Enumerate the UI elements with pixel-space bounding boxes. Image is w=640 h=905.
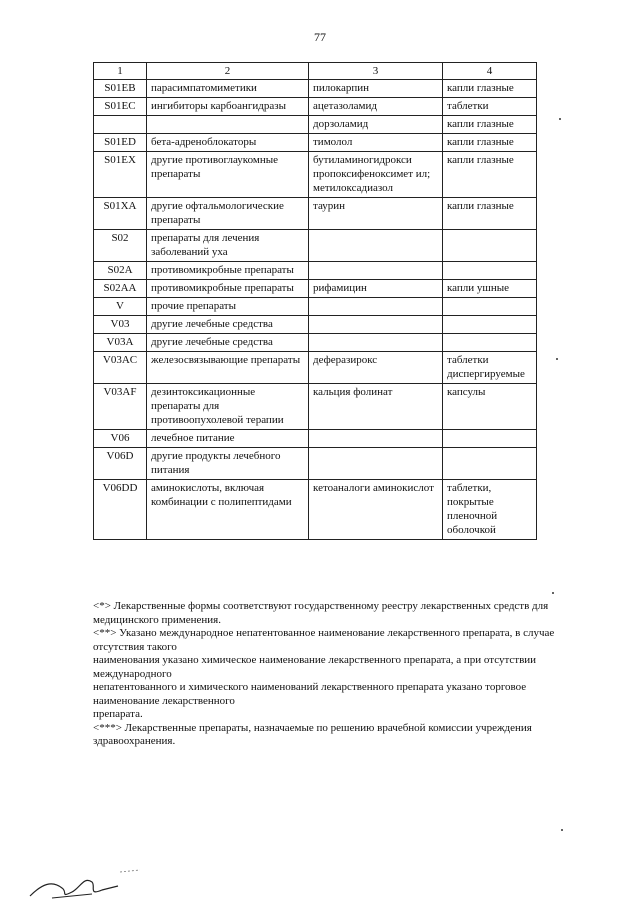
drug-name-cell xyxy=(309,448,443,480)
drug-name-cell xyxy=(309,430,443,448)
dosage-form-cell: таблетки xyxy=(443,98,537,116)
column-header: 2 xyxy=(147,63,309,80)
footnote-inn-line: непатентованного и химического наименований лекарственного препарата указано торговое наименование лекарственного xyxy=(93,681,527,707)
scan-speck xyxy=(556,358,558,360)
atc-code-cell: S01ED xyxy=(94,134,147,152)
atc-code-cell: S01EX xyxy=(94,152,147,198)
table-row xyxy=(94,134,537,152)
group-name-cell: другие офтальмологические препараты xyxy=(147,198,309,230)
footnote-inn-line: <**> Указано международное непатентованное наименование лекарственного препарата, в случае отсутствия такого xyxy=(93,627,555,653)
table-row xyxy=(94,430,537,448)
table-row xyxy=(94,262,537,280)
atc-code-cell: V xyxy=(94,298,147,316)
atc-code-cell: S02 xyxy=(94,230,147,262)
dosage-form-cell: капли глазные xyxy=(443,152,537,198)
table-row xyxy=(94,480,537,540)
atc-code-cell: V03AC xyxy=(94,352,147,384)
dosage-form-cell: капли глазные xyxy=(443,116,537,134)
table-row xyxy=(94,316,537,334)
atc-code-cell: S02A xyxy=(94,262,147,280)
drug-name-cell: бутиламиногидрокси пропоксифеноксимет ил; метилоксадиазол xyxy=(309,152,443,198)
group-name-cell: препараты для лечения заболеваний уха xyxy=(147,230,309,262)
signature-mark xyxy=(22,862,152,902)
drug-name-cell xyxy=(309,298,443,316)
table-row xyxy=(94,152,537,198)
atc-code-cell xyxy=(94,116,147,134)
atc-code-cell: V03AF xyxy=(94,384,147,430)
dosage-form-cell xyxy=(443,448,537,480)
scan-speck xyxy=(561,829,563,831)
dosage-form-cell: таблетки диспергируемые xyxy=(443,352,537,384)
group-name-cell: аминокислоты, включая комбинации с полипептидами xyxy=(147,480,309,540)
group-name-cell: парасимпатомиметики xyxy=(147,80,309,98)
drug-name-cell: рифамицин xyxy=(309,280,443,298)
group-name-cell: противомикробные препараты xyxy=(147,280,309,298)
dosage-form-cell xyxy=(443,334,537,352)
table-row xyxy=(94,352,537,384)
dosage-form-cell: таблетки, покрытые пленочной оболочкой xyxy=(443,480,537,540)
drug-name-cell xyxy=(309,316,443,334)
atc-code-cell: V06D xyxy=(94,448,147,480)
footnote-forms: <*> Лекарственные формы соответствуют государственному реестру лекарственных средств для медицинского применения. xyxy=(93,600,549,626)
table-row xyxy=(94,230,537,262)
group-name-cell: лечебное питание xyxy=(147,430,309,448)
drug-name-cell xyxy=(309,334,443,352)
drug-name-cell xyxy=(309,262,443,280)
dosage-form-cell: капсулы xyxy=(443,384,537,430)
atc-code-cell: V06 xyxy=(94,430,147,448)
group-name-cell: ингибиторы карбоангидразы xyxy=(147,98,309,116)
dosage-form-cell xyxy=(443,262,537,280)
group-name-cell: противомикробные препараты xyxy=(147,262,309,280)
column-header: 4 xyxy=(443,63,537,80)
table-row xyxy=(94,280,537,298)
drug-name-cell xyxy=(309,230,443,262)
atc-code-cell: V03A xyxy=(94,334,147,352)
dosage-form-cell xyxy=(443,316,537,334)
column-header: 1 xyxy=(94,63,147,80)
drug-table xyxy=(93,62,537,540)
group-name-cell xyxy=(147,116,309,134)
page-number: 77 xyxy=(314,30,326,44)
atc-code-cell: S01EC xyxy=(94,98,147,116)
table-row xyxy=(94,98,537,116)
column-header: 3 xyxy=(309,63,443,80)
group-name-cell: другие лечебные средства xyxy=(147,334,309,352)
table-row xyxy=(94,298,537,316)
dosage-form-cell xyxy=(443,230,537,262)
footnotes xyxy=(93,600,573,749)
scan-speck xyxy=(552,592,554,594)
table-row xyxy=(94,198,537,230)
group-name-cell: дезинтоксикационные препараты для противоопухолевой терапии xyxy=(147,384,309,430)
atc-code-cell: S01XA xyxy=(94,198,147,230)
footnote-commission: <***> Лекарственные препараты, назначаемые по решению врачебной комиссии учреждения здравоохранения. xyxy=(93,721,532,747)
footnote-inn-line: наименования указано химическое наименование лекарственного препарата, а при отсутствии международного xyxy=(93,654,537,680)
drug-name-cell: таурин xyxy=(309,198,443,230)
dosage-form-cell: капли ушные xyxy=(443,280,537,298)
table-row xyxy=(94,384,537,430)
drug-name-cell: ацетазоламид xyxy=(309,98,443,116)
dosage-form-cell xyxy=(443,298,537,316)
drug-name-cell: дорзоламид xyxy=(309,116,443,134)
group-name-cell: другие продукты лечебного питания xyxy=(147,448,309,480)
atc-code-cell: S02AA xyxy=(94,280,147,298)
footnote-inn-line: препарата. xyxy=(93,708,143,720)
group-name-cell: прочие препараты xyxy=(147,298,309,316)
scan-speck xyxy=(559,118,561,120)
table-row xyxy=(94,116,537,134)
group-name-cell: железосвязывающие препараты xyxy=(147,352,309,384)
group-name-cell: бета-адреноблокаторы xyxy=(147,134,309,152)
dosage-form-cell xyxy=(443,430,537,448)
dosage-form-cell: капли глазные xyxy=(443,198,537,230)
atc-code-cell: V06DD xyxy=(94,480,147,540)
table-header-row xyxy=(94,63,537,80)
drug-name-cell: деферазирокс xyxy=(309,352,443,384)
group-name-cell: другие лечебные средства xyxy=(147,316,309,334)
drug-name-cell: пилокарпин xyxy=(309,80,443,98)
drug-name-cell: кальция фолинат xyxy=(309,384,443,430)
atc-code-cell: S01EB xyxy=(94,80,147,98)
dosage-form-cell: капли глазные xyxy=(443,80,537,98)
group-name-cell: другие противоглаукомные препараты xyxy=(147,152,309,198)
table-row xyxy=(94,334,537,352)
table-row xyxy=(94,80,537,98)
drug-name-cell: кетоаналоги аминокислот xyxy=(309,480,443,540)
drug-name-cell: тимолол xyxy=(309,134,443,152)
table-row xyxy=(94,448,537,480)
atc-code-cell: V03 xyxy=(94,316,147,334)
dosage-form-cell: капли глазные xyxy=(443,134,537,152)
